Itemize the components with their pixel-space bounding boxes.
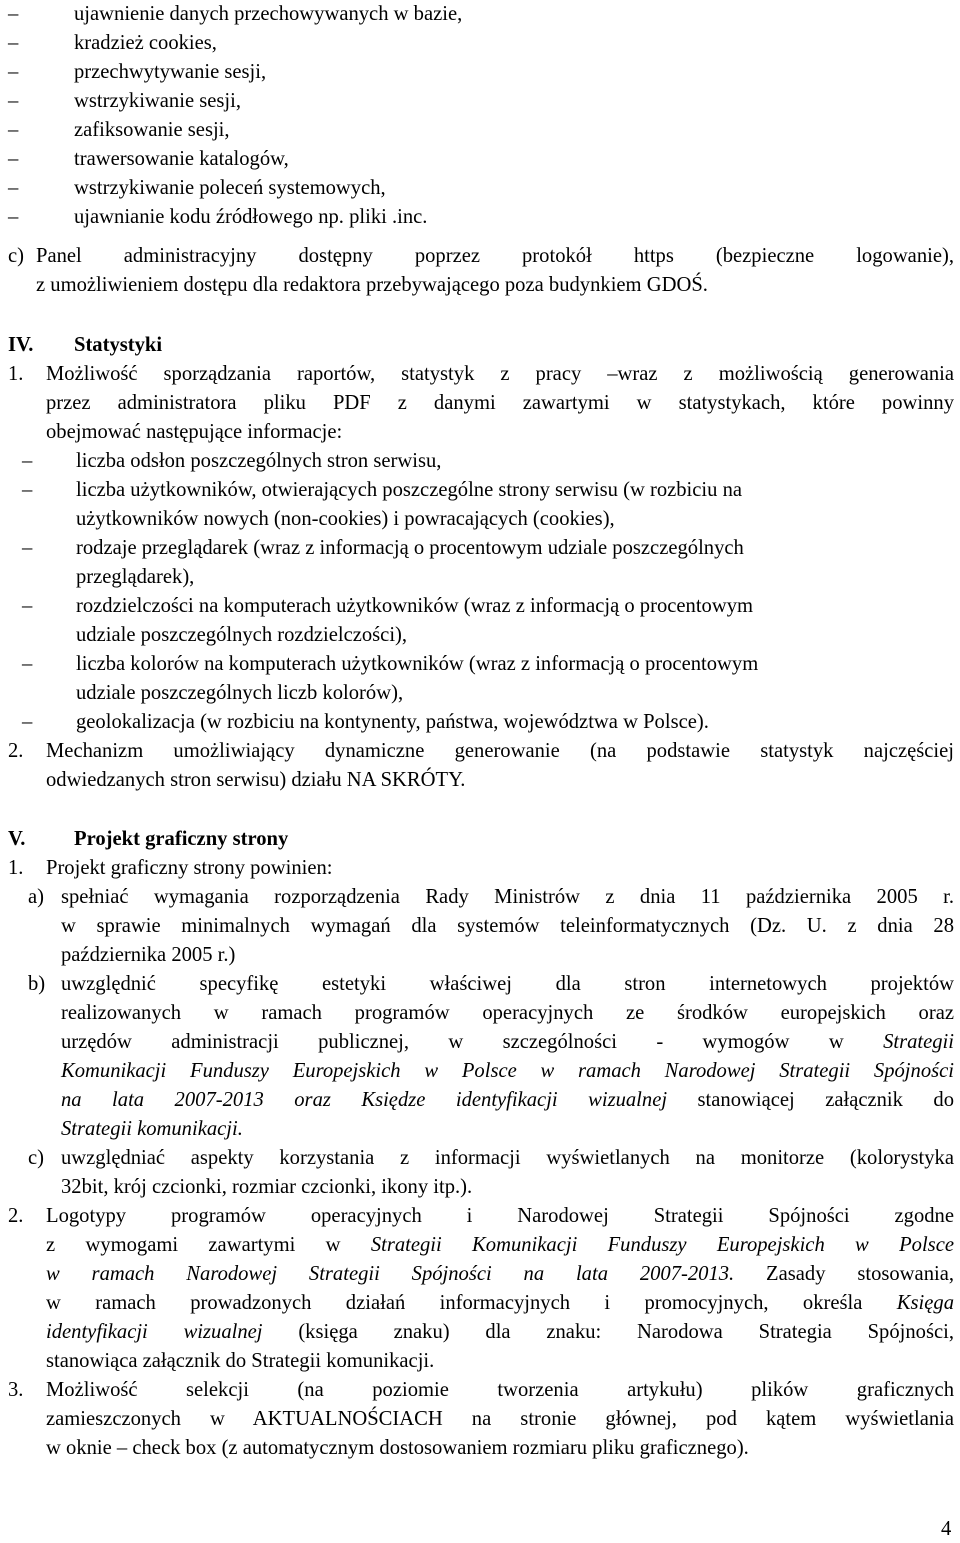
- list-item: liczba użytkowników, otwierających poszczególne strony serwisu (w rozbiciu na: [76, 479, 743, 501]
- text-run: stanowiącej załącznik do: [667, 1089, 954, 1111]
- text-run: (księga znaku) dla znaku: Narodowa Strategia Spójności,: [262, 1321, 954, 1343]
- item-marker: a): [28, 886, 44, 908]
- paragraph-text: Możliwość sporządzania raportów, statystyk z pracy –wraz z możliwością generowania: [46, 363, 954, 385]
- list-dash: –: [8, 148, 19, 170]
- list-item: ujawnienie danych przechowywanych w bazie,: [74, 3, 463, 25]
- paragraph-text: Mechanizm umożliwiający dynamiczne generowanie (na podstawie statystyk najczęściej: [46, 740, 954, 762]
- paragraph-text: realizowanych w ramach programów operacyjnych ze środków europejskich oraz: [61, 1002, 954, 1024]
- paragraph-line: [61, 887, 954, 908]
- section-number: IV.: [8, 334, 34, 356]
- italic-run: w ramach Narodowej Strategii Spójności na lata 2007-2013.: [46, 1263, 735, 1285]
- item-marker: c): [28, 1147, 44, 1169]
- text-run: urzędów administracji publicznej, w szczególności - wymogów w: [61, 1031, 884, 1053]
- paragraph-text: uwzględnić specyfikę estetyki właściwej dla stron internetowych projektów: [61, 973, 954, 995]
- paragraph-text: spełniać wymagania rozporządzenia Rady Ministrów z dnia 11 października 2005 r.: [61, 886, 954, 908]
- list-item: rozdzielczości na komputerach użytkowników (wraz z informacją o procentowym: [76, 595, 754, 617]
- item-number: 2.: [8, 740, 24, 762]
- list-dash: –: [22, 450, 33, 472]
- paragraph-line: [61, 974, 954, 995]
- list-dash: –: [22, 537, 33, 559]
- section-heading: Statystyki: [74, 334, 163, 356]
- paragraph-line: [46, 741, 954, 762]
- paragraph-text: [46, 1235, 954, 1256]
- paragraph-text: w oknie – check box (z automatycznym dostosowaniem rozmiaru pliku graficznego).: [46, 1437, 749, 1459]
- italic-run: na lata 2007-2013 oraz Księdze identyfikacji wizualnej: [61, 1089, 668, 1111]
- list-item: udziale poszczególnych liczb kolorów),: [76, 682, 404, 704]
- item-number: 1.: [8, 857, 24, 879]
- list-dash: –: [22, 479, 33, 501]
- page-number: 4: [941, 1518, 952, 1540]
- paragraph-line: [61, 1003, 954, 1024]
- list-item: udziale poszczególnych rozdzielczości),: [76, 624, 408, 646]
- paragraph-line: [61, 916, 954, 937]
- paragraph-text: odwiedzanych stron serwisu) działu NA SKRÓTY.: [46, 769, 466, 791]
- paragraph-text: stanowiąca załącznik do Strategii komunikacji.: [46, 1350, 435, 1372]
- list-dash: –: [8, 177, 19, 199]
- list-item: zafiksowanie sesji,: [74, 119, 230, 141]
- italic-run: Komunikacji Funduszy Europejskich w Polsce w ramach Narodowej Strategii Spójności: [61, 1060, 954, 1082]
- paragraph-line: [46, 1293, 954, 1314]
- list-item: kradzież cookies,: [74, 32, 217, 54]
- paragraph-text: [61, 1090, 954, 1111]
- item-number: 2.: [8, 1205, 24, 1227]
- list-item: trawersowanie katalogów,: [74, 148, 289, 170]
- list-dash: –: [8, 32, 19, 54]
- paragraph-text: Projekt graficzny strony powinien:: [46, 857, 333, 879]
- list-item: wstrzykiwanie poleceń systemowych,: [74, 177, 386, 199]
- item-marker: c): [8, 245, 24, 267]
- paragraph-line: [61, 1090, 954, 1111]
- paragraph-line: [36, 246, 954, 267]
- paragraph-line: [46, 1322, 954, 1343]
- paragraph-line: [46, 1409, 954, 1430]
- paragraph-line: [46, 364, 954, 385]
- paragraph-line: [61, 1032, 954, 1053]
- paragraph-line: [46, 1206, 954, 1227]
- paragraph-line: [61, 1148, 954, 1169]
- item-c-text: Panel administracyjny dostępny poprzez protokół https (bezpieczne logowanie),: [36, 245, 954, 267]
- paragraph-text: [46, 1322, 954, 1343]
- list-dash: –: [8, 90, 19, 112]
- list-item: przechwytywanie sesji,: [74, 61, 267, 83]
- paragraph-line: [46, 1380, 954, 1401]
- paragraph-text: Możliwość selekcji (na poziomie tworzenia artykułu) plików graficznych: [46, 1379, 954, 1401]
- paragraph-text: [46, 1264, 954, 1285]
- list-dash: –: [22, 595, 33, 617]
- paragraph-text: [46, 1293, 954, 1314]
- item-marker: b): [28, 973, 46, 995]
- list-item: przeglądarek),: [76, 566, 195, 588]
- item-number: 1.: [8, 363, 24, 385]
- paragraph-line: [46, 393, 954, 414]
- paragraph-line: [61, 1061, 954, 1082]
- italic-run: Księga: [896, 1292, 954, 1314]
- italic-run: identyfikacji wizualnej: [46, 1321, 263, 1343]
- item-c-text: z umożliwieniem dostępu dla redaktora przebywającego poza budynkiem GDOŚ.: [36, 274, 708, 296]
- paragraph-text: przez administratora pliku PDF z danymi zawartymi w statystykach, które powinny: [46, 392, 954, 414]
- italic-run: Strategii komunikacji.: [61, 1118, 243, 1140]
- paragraph-text: 32bit, krój czcionki, rozmiar czcionki, ikony itp.).: [61, 1176, 473, 1198]
- list-item: rodzaje przeglądarek (wraz z informacją o procentowym udziale poszczególnych: [76, 537, 744, 559]
- italic-run: Strategii: [883, 1031, 954, 1053]
- list-dash: –: [22, 711, 33, 733]
- list-item: geolokalizacja (w rozbiciu na kontynenty, państwa, województwa w Polsce).: [76, 711, 709, 733]
- list-dash: –: [8, 61, 19, 83]
- item-number: 3.: [8, 1379, 24, 1401]
- list-item: wstrzykiwanie sesji,: [74, 90, 242, 112]
- list-item: liczba kolorów na komputerach użytkowników (wraz z informacją o procentowym: [76, 653, 759, 675]
- paragraph-text: [61, 1032, 954, 1053]
- list-item: liczba odsłon poszczególnych stron serwisu,: [76, 450, 442, 472]
- paragraph-text: Logotypy programów operacyjnych i Narodowej Strategii Spójności zgodne: [46, 1205, 954, 1227]
- text-run: Zasady stosowania,: [734, 1263, 954, 1285]
- section-heading: Projekt graficzny strony: [74, 828, 289, 850]
- paragraph-line: [46, 1264, 954, 1285]
- paragraph-text: w sprawie minimalnych wymagań dla systemów teleinformatycznych (Dz. U. z dnia 28: [61, 915, 954, 937]
- text-run: z wymogami zawartymi w: [46, 1234, 371, 1256]
- section-number: V.: [8, 828, 26, 850]
- list-item: ujawnianie kodu źródłowego np. pliki .inc.: [74, 206, 428, 228]
- paragraph-line: [46, 1235, 954, 1256]
- list-dash: –: [8, 119, 19, 141]
- paragraph-text: obejmować następujące informacje:: [46, 421, 343, 443]
- paragraph-text: października 2005 r.): [61, 944, 236, 966]
- italic-run: Strategii Komunikacji Funduszy Europejskich w Polsce: [370, 1234, 954, 1256]
- list-item: użytkowników nowych (non-cookies) i powracających (cookies),: [76, 508, 615, 530]
- paragraph-text: zamieszczonych w AKTUALNOŚCIACH na stronie głównej, pod kątem wyświetlania: [46, 1408, 954, 1430]
- text-run: w ramach prowadzonych działań informacyjnych i promocyjnych, określa: [46, 1292, 897, 1314]
- list-dash: –: [22, 653, 33, 675]
- list-dash: –: [8, 206, 19, 228]
- paragraph-text: uwzględniać aspekty korzystania z informacji wyświetlanych na monitorze (kolorystyka: [61, 1147, 954, 1169]
- list-dash: –: [8, 3, 19, 25]
